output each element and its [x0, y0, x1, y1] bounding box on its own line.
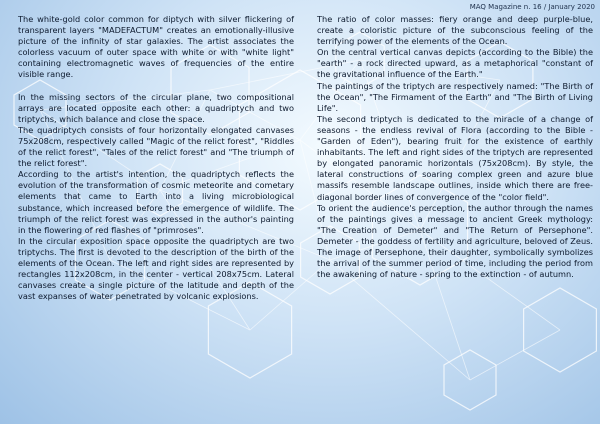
paragraph: The paintings of the triptych are respectively named: "The Birth of the Ocean", "The Firmament of the Earth" and "The Birth of Living Life".: [317, 80, 593, 113]
right-column: [317, 14, 593, 280]
paragraph: To orient the audience's perception, the author through the names of the paintings gives a message to ancient Greek mythology: "The Creation of Demeter" and "The Return of Persephone". Demeter - the goddess of fertility and agriculture, beloved of Zeus. The image of Persephone, their daughter, symbolically symbolizes the arrival of the summer period of time, including the period from the awakening of nature - spring to the extinction - of autumn.: [317, 202, 593, 280]
left-column: [18, 14, 294, 302]
paragraph: The quadriptych consists of four horizontally elongated canvases 75x208cm, respectively called "Magic of the relict forest", "Riddles of the relict forest", "Tales of the relict forest" and "The triumph of the relict forest".: [18, 124, 294, 169]
network-line: [470, 330, 560, 380]
paragraph: In the missing sectors of the circular plane, two compositional arrays are located opposite each other: a quadriptych and two triptychs, which balance and close the space.: [18, 91, 294, 124]
paragraph: On the central vertical canvas depicts (according to the Bible) the "earth" - a rock directed upward, as a metaphorical "constant of the gravitational influence of the Earth.": [317, 47, 593, 80]
paragraph: The ratio of color masses: fiery orange and deep purple-blue, create a coloristic picture of the subconscious feeling of the terrifying power of the elements of the Ocean.: [317, 14, 593, 47]
issue-line: MAQ Magazine n. 16 / January 2020: [469, 3, 595, 11]
paragraph: The second triptych is dedicated to the miracle of a change of seasons - the endless revival of Flora (according to the Bible - "Garden of Eden"), bearing fruit for the existence of earthly inhabitants. The left and right sides of the triptych are represented by elongated panoramic horizontals (75x208cm). By style, the lateral constructions of soaring complex green and azure blue massifs resemble landscape outlines, inside which there are free-diagonal border lines of convergence of the "color field".: [317, 113, 593, 202]
paragraph: In the circular exposition space opposite the quadriptych are two triptychs. The first is devoted to the description of the birth of the elements of the Ocean. The left and right sides are represented by rectangles 112x208cm, in the center - vertical 208x75cm. Lateral canvases create a single picture of the latitude and depth of the vast expanses of water penetrated by volcanic explosions.: [18, 235, 294, 302]
paragraph: The white-gold color common for diptych with silver flickering of transparent layers "MADEFACTUM" creates an emotionally-illusive picture of the infinity of star galaxies. The artist associates the colorless vacuum of outer space with white or with "white light" containing electromagnetic waves of frequencies of the entire visible range.: [18, 14, 294, 80]
paragraph: According to the artist's intention, the quadriptych reflects the evolution of the transformation of cosmic meteorite and cometary elements that came to Earth into a living microbiological substance, which increased before the emergence of wildlife. The triumph of the relict forest was expressed in the author's painting in the flowering of red flashes of "primroses".: [18, 169, 294, 235]
